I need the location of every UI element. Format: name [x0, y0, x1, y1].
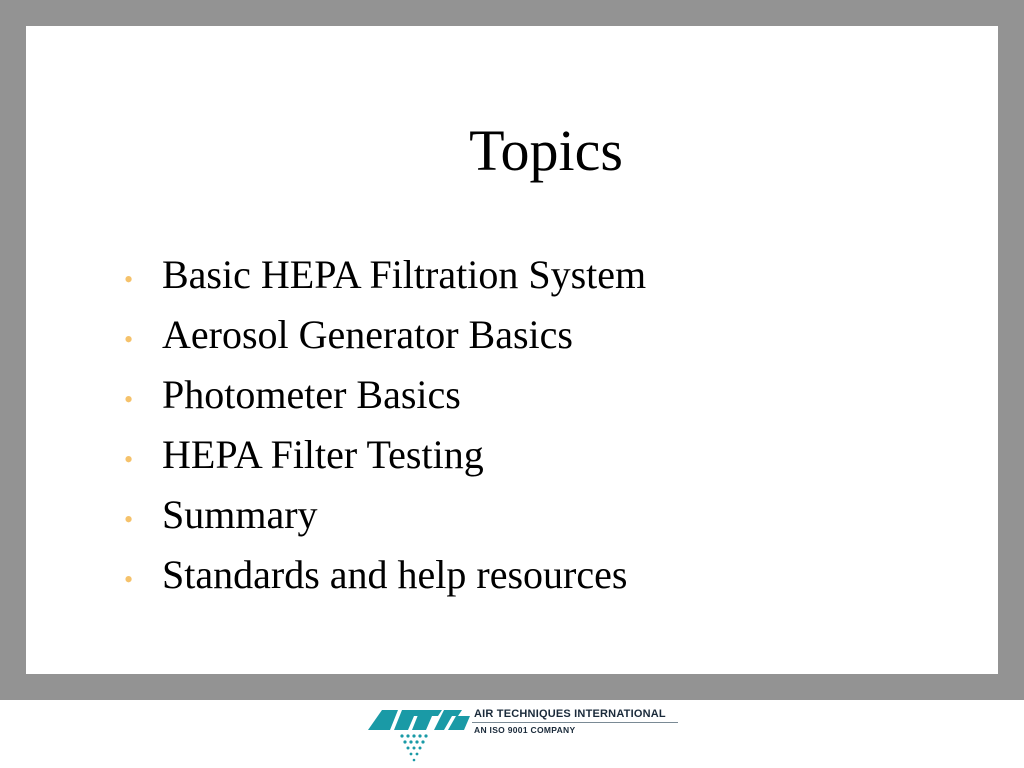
bullet-item: [124, 251, 646, 311]
bullet-icon: •: [124, 265, 134, 294]
bullet-text: Basic HEPA Filtration System: [162, 252, 647, 297]
bullet-text: Aerosol Generator Basics: [162, 312, 573, 357]
bullet-icon: •: [124, 505, 134, 534]
bullet-item: [124, 311, 646, 371]
bullet-item: [124, 491, 646, 551]
bullet-item: [124, 551, 646, 611]
bullet-text: Photometer Basics: [162, 372, 461, 417]
bullet-text: Summary: [162, 492, 318, 537]
bullet-icon: •: [124, 325, 134, 354]
bullet-text: Standards and help resources: [162, 552, 628, 597]
bullet-icon: •: [124, 565, 134, 594]
company-subtitle: AN ISO 9001 COMPANY: [474, 725, 576, 735]
ati-logo-icon: [364, 706, 474, 764]
bullet-item: [124, 371, 646, 431]
bullet-item: [124, 431, 646, 491]
bullet-icon: •: [124, 385, 134, 414]
company-divider: [472, 722, 678, 723]
bullet-text: HEPA Filter Testing: [162, 432, 484, 477]
bullet-list: [124, 251, 646, 611]
company-name: AIR TECHNIQUES INTERNATIONAL: [474, 708, 666, 720]
slide-title: Topics: [469, 118, 623, 183]
bullet-icon: •: [124, 445, 134, 474]
slide-canvas: [26, 26, 998, 674]
